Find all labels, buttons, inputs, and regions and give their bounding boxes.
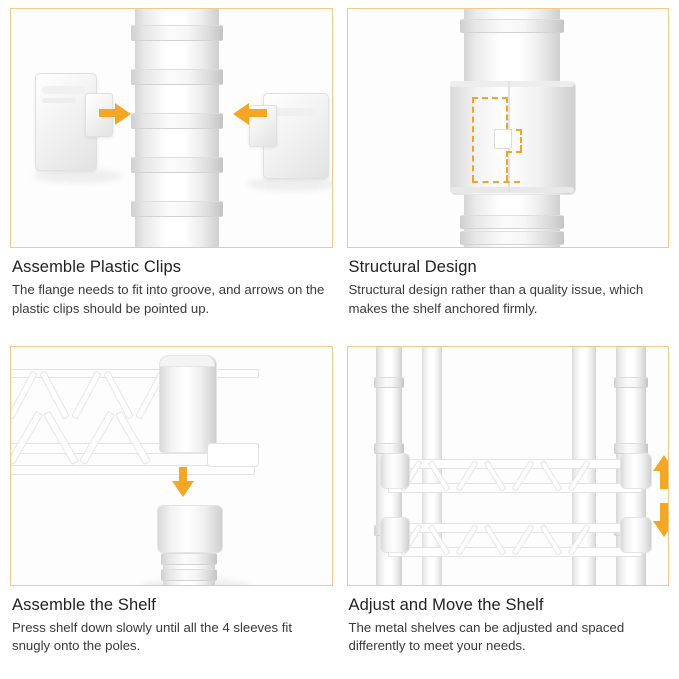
upper-shelf-sleeve-right [620, 453, 652, 489]
plastic-sleeve [157, 505, 223, 553]
panel-body: Structural design rather than a quality issue, which makes the shelf anchored firmly. [348, 282, 644, 316]
pole-ring-2 [131, 69, 223, 85]
panel-title: Assemble Plastic Clips [12, 258, 182, 276]
pole-ring-1 [460, 19, 564, 33]
dash-guide-notch-bottom [506, 151, 522, 153]
pole-ring [614, 443, 648, 454]
photo-assemble-the-shelf [10, 346, 333, 586]
right-clip-shadow [247, 177, 333, 191]
upper-shelf-sleeve-left [380, 453, 410, 489]
pole-ring-3 [131, 113, 223, 129]
lower-shelf-sleeve-left [380, 517, 410, 553]
sleeve-bottom-edge [450, 187, 574, 193]
panel-body: The metal shelves can be adjusted and spaced differently to meet your needs. [348, 619, 625, 654]
pole-ring [374, 443, 404, 454]
panel-structural-design [347, 8, 670, 336]
dash-guide-left [472, 97, 474, 181]
arrow-right-icon [115, 103, 131, 125]
pole-ring-1 [161, 553, 217, 565]
panel-assemble-the-shelf [10, 346, 333, 674]
pole-ring-1 [131, 25, 223, 41]
pole-ring-4 [131, 157, 223, 173]
pole-ring-5 [131, 201, 223, 217]
photo-structural-design [347, 8, 670, 248]
shelf-wire [115, 410, 151, 464]
dash-guide-inner-top [506, 97, 508, 129]
pole-ring [614, 377, 648, 388]
pole-ring-3 [460, 231, 564, 245]
panel-body: The flange needs to fit into groove, and arrows on the plastic clips should be pointed up. [12, 282, 325, 316]
arrow-up-icon [653, 455, 670, 471]
lower-shelf-rail [388, 523, 642, 533]
dash-guide-inner-bottom [506, 151, 508, 181]
sleeve-cap [159, 355, 215, 367]
arrow-left-icon [233, 103, 249, 125]
panel-adjust-and-move-the-shelf [347, 346, 670, 674]
assembled-plastic-sleeve [450, 81, 576, 195]
arrow-down-icon [172, 481, 194, 497]
arrow-right-stem [249, 109, 267, 117]
shelf-corner-bracket [207, 443, 259, 467]
panel-title: Structural Design [348, 258, 477, 276]
panel-title: Adjust and Move the Shelf [348, 595, 544, 614]
photo-assemble-plastic-clips [10, 8, 333, 248]
dash-guide-bottom [472, 181, 520, 183]
arrow-down-stem [660, 503, 668, 521]
shelf-wire [10, 410, 43, 464]
pole-ring-2 [161, 569, 217, 581]
dash-guide-top [472, 97, 508, 99]
shelf-corner-sleeve [159, 355, 217, 453]
flange-tab [494, 129, 512, 149]
pole-ring-2 [460, 215, 564, 229]
panel-body: Press shelf down slowly until all the 4 sleeves fit snugly onto the poles. [12, 619, 292, 654]
arrow-up-stem [660, 471, 668, 489]
photo-adjust-and-move-the-shelf [347, 346, 670, 586]
panel-assemble-plastic-clips [10, 8, 333, 336]
left-clip-shadow [33, 169, 123, 183]
sleeve-top-edge [450, 81, 574, 87]
lower-shelf-sleeve-right [620, 517, 652, 553]
panel-title: Assemble the Shelf [12, 595, 156, 614]
shelf-wire [43, 410, 79, 464]
pole-ring [374, 377, 404, 388]
dash-guide-notch-side [520, 129, 522, 151]
upper-shelf-rail [388, 459, 642, 469]
arrow-down-icon [653, 521, 670, 537]
shelf-wire [79, 410, 115, 464]
